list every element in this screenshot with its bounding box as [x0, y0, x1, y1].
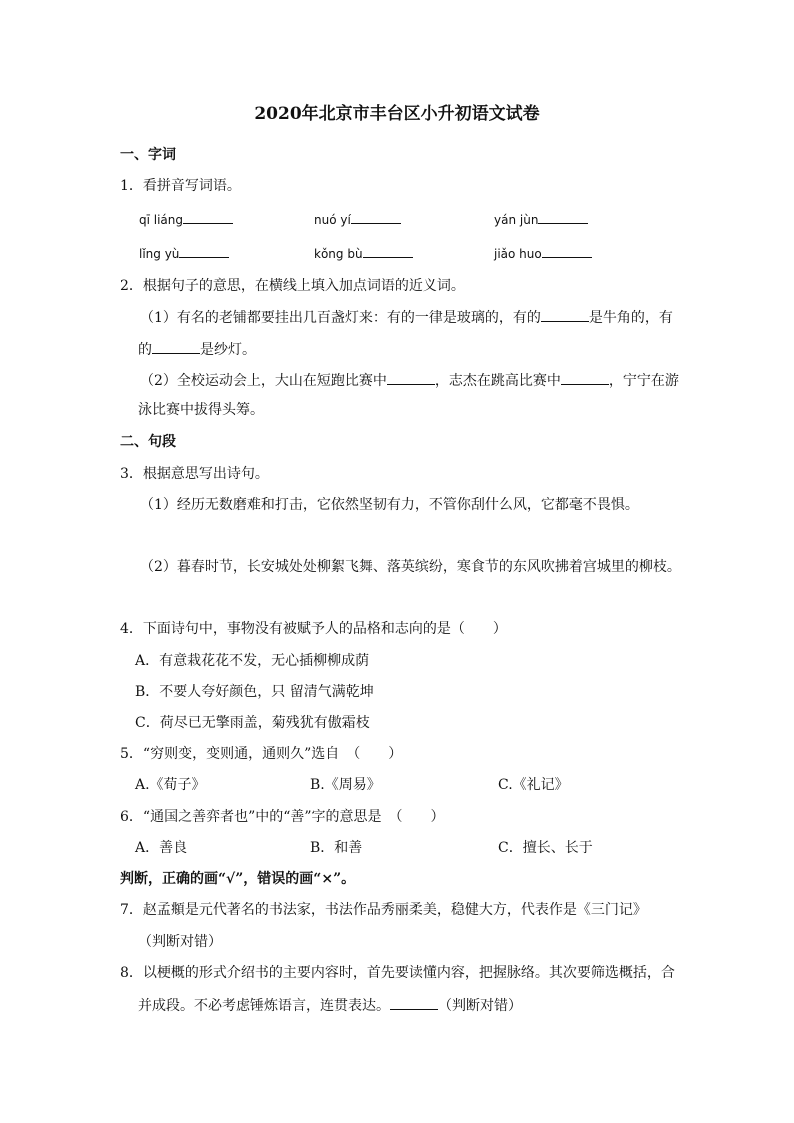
sentence-text: 是牛角的，有 [588, 310, 673, 326]
page-title: 2020年北京市丰台区小升初语文试卷 [254, 104, 540, 124]
pinyin-item-5 [314, 243, 413, 264]
answer-blank[interactable] [387, 370, 435, 385]
question-3-stem: 3．根据意思写出诗句。 [120, 466, 269, 482]
answer-blank[interactable] [561, 370, 609, 385]
question-2-part-1-line-1 [140, 307, 673, 328]
pinyin-item-2 [314, 209, 401, 230]
pinyin-item-1 [139, 209, 233, 230]
sentence-text: （判断对错） [438, 998, 522, 1014]
question-7-line-1: 7．赵孟頫是元代著名的书法家，书法作品秀丽柔美，稳健大方，代表作是《三门记》 [120, 902, 647, 918]
question-6-option-c[interactable]: C．擅长、长于 [498, 840, 593, 856]
answer-blank[interactable] [390, 995, 438, 1010]
question-5-option-c[interactable]: C.《礼记》 [498, 777, 569, 793]
question-2-stem: 2．根据句子的意思，在横线上填入加点词语的近义词。 [120, 278, 465, 294]
pinyin-text: lǐng yù [139, 247, 180, 261]
answer-blank[interactable] [152, 339, 200, 354]
answer-blank[interactable] [538, 209, 588, 224]
question-8-line-2 [138, 995, 522, 1016]
question-4-option-b[interactable]: B．不要人夸好颜色，只 留清气满乾坤 [135, 684, 374, 700]
section-heading-judgement: 判断，正确的画“√”，错误的画“×”。 [120, 871, 356, 887]
question-6-option-b[interactable]: B．和善 [310, 840, 363, 856]
pinyin-text: yán jùn [494, 213, 539, 227]
question-6-option-a[interactable]: A．善良 [135, 840, 188, 856]
sentence-text: 并成段。不必考虑锤炼语言，连贯表达。 [138, 998, 390, 1014]
question-2-part-2-line-2: 泳比赛中拔得头筹。 [138, 402, 264, 418]
sentence-text: 是纱灯。 [200, 342, 256, 358]
pinyin-text: nuó yí [314, 213, 351, 227]
answer-blank[interactable] [351, 209, 401, 224]
pinyin-item-6 [494, 243, 592, 264]
question-4-option-c[interactable]: C．荷尽已无擎雨盖，菊残犹有傲霜枝 [135, 715, 370, 731]
question-6-stem: 6．“通国之善弈者也”中的“善”字的意思是 （ ） [120, 809, 445, 825]
question-4-stem: 4．下面诗句中，事物没有被赋予人的品格和志向的是（ ） [120, 621, 507, 637]
question-5-option-a[interactable]: A.《荀子》 [135, 777, 206, 793]
answer-blank[interactable] [363, 243, 413, 258]
question-1-stem: 1．看拼音写词语。 [120, 178, 241, 194]
answer-blank[interactable] [541, 307, 589, 322]
question-3-part-2: （2）暮春时节，长安城处处柳絮飞舞、落英缤纷，寒食节的东风吹拂着宫城里的柳枝。 [140, 559, 681, 575]
question-5-stem: 5．“穷则变，变则通，通则久”选自 （ ） [120, 746, 403, 762]
sentence-text: （2）全校运动会上，大山在短跑比赛中 [140, 373, 387, 389]
sentence-text: ，宁宁在游 [608, 373, 679, 389]
question-2-part-2-line-1 [140, 370, 679, 391]
pinyin-text: qī liáng [139, 213, 184, 227]
question-2-part-1-line-2 [138, 339, 256, 360]
answer-blank[interactable] [542, 243, 592, 258]
pinyin-item-4 [139, 243, 229, 264]
question-3-part-1: （1）经历无数磨难和打击，它依然坚韧有力，不管你刮什么风，它都毫不畏惧。 [140, 497, 639, 513]
sentence-text: （1）有名的老铺都要挂出几百盏灯来：有的一律是玻璃的，有的 [140, 310, 541, 326]
pinyin-item-3 [494, 209, 588, 230]
pinyin-text: jiǎo huo [494, 247, 542, 261]
question-5-option-b[interactable]: B.《周易》 [310, 777, 381, 793]
question-4-option-a[interactable]: A．有意栽花花不发，无心插柳柳成荫 [135, 653, 370, 669]
question-7-line-2: （判断对错） [138, 934, 222, 950]
pinyin-text: kǒng bù [314, 247, 363, 261]
sentence-text: 的 [138, 342, 152, 358]
answer-blank[interactable] [179, 243, 229, 258]
section-heading-sentences: 二、句段 [120, 434, 176, 450]
answer-blank[interactable] [183, 209, 233, 224]
sentence-text: ，志杰在跳高比赛中 [434, 373, 561, 389]
section-heading-words: 一、字词 [120, 147, 176, 163]
question-8-line-1: 8．以梗概的形式介绍书的主要内容时，首先要读懂内容，把握脉络。其次要筛选概括，合 [120, 965, 675, 981]
